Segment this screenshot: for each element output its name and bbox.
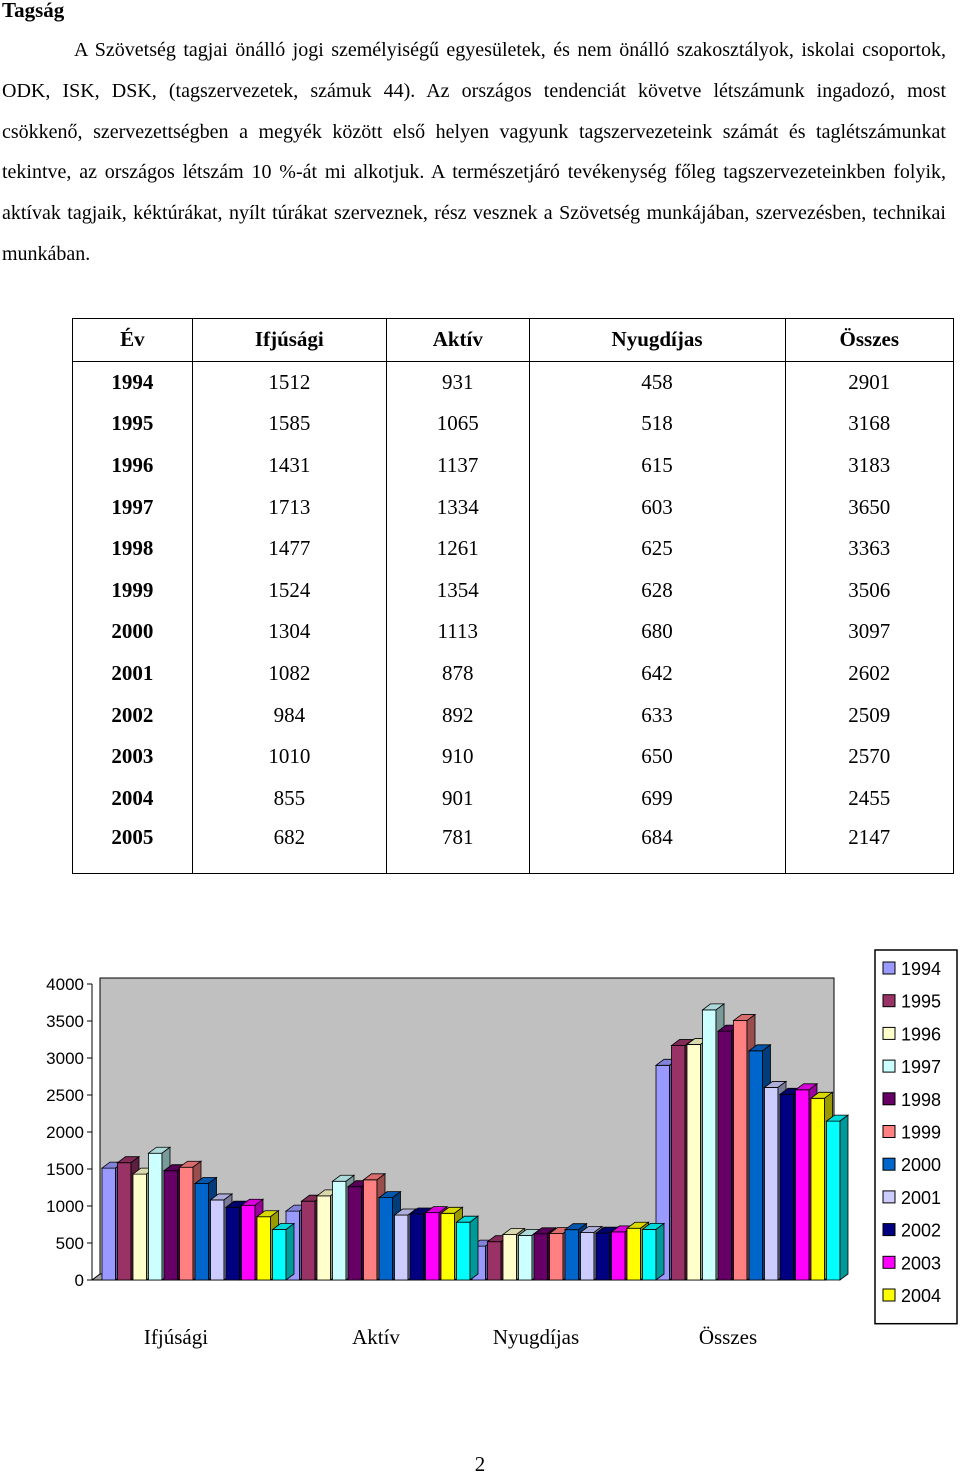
value-cell: 781: [387, 819, 529, 874]
legend-swatch: [883, 1191, 895, 1203]
column-header: Év: [73, 319, 193, 362]
value-cell: 3650: [785, 486, 953, 528]
column-header: Aktív: [387, 319, 529, 362]
bar-front: [565, 1230, 579, 1280]
value-cell: 931: [387, 361, 529, 403]
legend-label: 1997: [901, 1057, 942, 1078]
legend-swatch: [883, 1093, 895, 1105]
value-cell: 1304: [192, 611, 386, 653]
table-header-row: [73, 319, 954, 362]
y-tick-label: 1000: [46, 1197, 84, 1216]
legend-label: 1998: [901, 1089, 942, 1110]
bar-front: [796, 1090, 810, 1280]
bar: [643, 1223, 665, 1280]
bar-front: [426, 1213, 440, 1280]
value-cell: 650: [529, 736, 785, 778]
bar-front: [749, 1051, 763, 1280]
year-cell: 1999: [111, 577, 154, 602]
table-row: [73, 653, 954, 695]
bar-front: [488, 1242, 502, 1280]
y-tick-label: 3000: [46, 1049, 84, 1068]
legend-label: 1999: [901, 1122, 942, 1143]
legend-label: 2003: [901, 1253, 942, 1274]
value-cell: 1524: [192, 570, 386, 612]
table-body: [73, 361, 954, 874]
bar-front: [317, 1196, 331, 1280]
legend-label: 1994: [901, 959, 942, 979]
bar-front: [827, 1121, 841, 1280]
value-cell: 680: [529, 611, 785, 653]
value-cell: 625: [529, 528, 785, 570]
membership-bar-chart: [0, 940, 960, 1380]
legend-label: 2004: [901, 1286, 942, 1306]
bar-side: [286, 1224, 294, 1280]
legend-swatch: [883, 1289, 895, 1301]
column-header: Nyugdíjas: [529, 319, 785, 362]
value-cell: 615: [529, 445, 785, 487]
category-label: Összes: [698, 1325, 758, 1349]
bar-front: [180, 1167, 194, 1280]
bar-front: [703, 1010, 717, 1280]
bar-front: [211, 1200, 225, 1280]
column-header: Ifjúsági: [192, 319, 386, 362]
bar-front: [164, 1171, 178, 1280]
table-row: [73, 403, 954, 445]
bar-front: [811, 1098, 825, 1280]
legend-label: 2001: [901, 1187, 942, 1208]
bar-front: [364, 1180, 378, 1280]
year-cell: 2001: [111, 661, 154, 686]
year-cell: 1998: [111, 536, 154, 561]
value-cell: 901: [387, 778, 529, 820]
bar-front: [195, 1184, 209, 1280]
bar-front: [133, 1174, 147, 1280]
value-cell: 855: [192, 778, 386, 820]
value-cell: 3363: [785, 528, 953, 570]
bar-front: [550, 1234, 564, 1280]
bar-front: [118, 1163, 132, 1280]
bar-front: [612, 1232, 626, 1280]
value-cell: 1334: [387, 486, 529, 528]
value-cell: 1065: [387, 403, 529, 445]
y-tick-label: 3500: [46, 1012, 84, 1031]
membership-table: [72, 318, 954, 874]
value-cell: 1354: [387, 570, 529, 612]
bar-front: [257, 1217, 271, 1280]
bar-front: [780, 1094, 794, 1280]
value-cell: 1713: [192, 486, 386, 528]
bar-side: [470, 1216, 478, 1280]
legend-label: 2002: [901, 1220, 942, 1241]
table-row: [73, 611, 954, 653]
value-cell: 2602: [785, 653, 953, 695]
bar-front: [395, 1215, 409, 1280]
table-row: [73, 819, 954, 874]
value-cell: 699: [529, 778, 785, 820]
y-tick-label: 1500: [46, 1160, 84, 1179]
bar-front: [503, 1234, 517, 1280]
bar-front: [273, 1230, 287, 1280]
bar-front: [765, 1087, 779, 1280]
bar-front: [441, 1213, 455, 1280]
value-cell: 2509: [785, 694, 953, 736]
year-cell: 1995: [111, 411, 154, 436]
bar-front: [302, 1201, 316, 1280]
bar-front: [102, 1168, 116, 1280]
bar-front: [410, 1214, 424, 1280]
value-cell: 1512: [192, 361, 386, 403]
value-cell: 878: [387, 653, 529, 695]
bar-front: [581, 1232, 595, 1280]
value-cell: 603: [529, 486, 785, 528]
value-cell: 3097: [785, 611, 953, 653]
y-tick-label: 2000: [46, 1123, 84, 1142]
value-cell: 628: [529, 570, 785, 612]
legend-swatch: [883, 1158, 895, 1170]
value-cell: 2901: [785, 361, 953, 403]
legend-swatch: [883, 1060, 895, 1072]
year-cell: 2000: [111, 619, 154, 644]
legend-swatch: [883, 1027, 895, 1039]
table-row: [73, 445, 954, 487]
bar: [273, 1224, 295, 1280]
legend-label: 2000: [901, 1155, 942, 1176]
bar-front: [457, 1222, 471, 1280]
value-cell: 633: [529, 694, 785, 736]
section-heading: Tagság: [2, 0, 65, 22]
category-label: Aktív: [352, 1325, 400, 1349]
table-row: [73, 694, 954, 736]
value-cell: 2147: [785, 819, 953, 874]
bar-front: [672, 1046, 686, 1280]
bar-front: [242, 1205, 256, 1280]
value-cell: 458: [529, 361, 785, 403]
bar-side: [840, 1115, 848, 1280]
value-cell: 910: [387, 736, 529, 778]
year-cell: 1996: [111, 453, 154, 478]
year-cell: 2003: [111, 744, 154, 769]
legend-swatch: [883, 995, 895, 1007]
year-cell: 1997: [111, 494, 154, 519]
legend-label: 1996: [901, 1024, 942, 1045]
bar-front: [643, 1229, 657, 1280]
bar-front: [333, 1181, 347, 1280]
value-cell: 1113: [387, 611, 529, 653]
y-tick-label: 500: [55, 1234, 84, 1253]
value-cell: 3506: [785, 570, 953, 612]
value-cell: 1431: [192, 445, 386, 487]
bar-side: [656, 1223, 664, 1280]
legend-swatch: [883, 1126, 895, 1138]
category-label: Nyugdíjas: [492, 1325, 580, 1349]
value-cell: 642: [529, 653, 785, 695]
legend-label: 1995: [901, 991, 942, 1012]
year-cell: 2005: [111, 825, 154, 850]
value-cell: 1137: [387, 445, 529, 487]
bar: [827, 1115, 849, 1280]
bar-front: [596, 1233, 610, 1280]
value-cell: 518: [529, 403, 785, 445]
bar-front: [534, 1234, 548, 1280]
table-row: [73, 361, 954, 403]
bar-front: [519, 1235, 533, 1280]
year-cell: 2004: [111, 785, 154, 810]
bar-front: [627, 1228, 641, 1280]
legend-swatch: [883, 1224, 895, 1236]
table-row: [73, 736, 954, 778]
value-cell: 2455: [785, 778, 953, 820]
value-cell: 1010: [192, 736, 386, 778]
bar-front: [734, 1021, 748, 1280]
value-cell: 3168: [785, 403, 953, 445]
bar-front: [149, 1153, 163, 1280]
table-row: [73, 486, 954, 528]
bar-front: [348, 1187, 362, 1280]
value-cell: 1261: [387, 528, 529, 570]
value-cell: 684: [529, 819, 785, 874]
bar-front: [226, 1207, 240, 1280]
value-cell: 3183: [785, 445, 953, 487]
value-cell: 1585: [192, 403, 386, 445]
body-paragraph: A Szövetség tagjai önálló jogi személyiségű egyesületek, és nem önálló szakosztályok, iskolai csoportok, ODK, ISK, DSK, (tagszervezetek, számuk 44). Az országos tendenciát követve létszámunk ingadozó, most csökkenő, szervezettségben a megyék között első helyen vagyunk tagszervezeteink számát és taglétszámunkat tekintve, az országos létszám 10 %-át mi alkotjuk. A természetjáró tevékenység főleg tagszervezeteinkben folyik, aktívak tagjaik, kéktúrákat, nyílt túrákat szerveznek, rész vesznek a Szövetség munkájában, szervezésben, technikai munkában.: [2, 39, 946, 265]
table-row: [73, 778, 954, 820]
bar-front: [379, 1198, 393, 1280]
value-cell: 984: [192, 694, 386, 736]
column-header: Összes: [785, 319, 953, 362]
y-tick-label: 4000: [46, 975, 84, 994]
y-tick-label: 2500: [46, 1086, 84, 1105]
value-cell: 892: [387, 694, 529, 736]
year-cell: 2002: [111, 702, 154, 727]
page-number: 2: [474, 1452, 486, 1476]
value-cell: 682: [192, 819, 386, 874]
year-cell: 1994: [111, 369, 154, 394]
bar-front: [718, 1031, 732, 1280]
value-cell: 1082: [192, 653, 386, 695]
bar: [457, 1216, 479, 1280]
table-row: [73, 570, 954, 612]
y-tick-label: 0: [74, 1271, 84, 1290]
category-label: Ifjúsági: [143, 1325, 209, 1349]
value-cell: 2570: [785, 736, 953, 778]
table-row: [73, 528, 954, 570]
value-cell: 1477: [192, 528, 386, 570]
bar-front: [687, 1044, 701, 1280]
legend-swatch: [883, 1256, 895, 1268]
legend-swatch: [883, 962, 895, 974]
